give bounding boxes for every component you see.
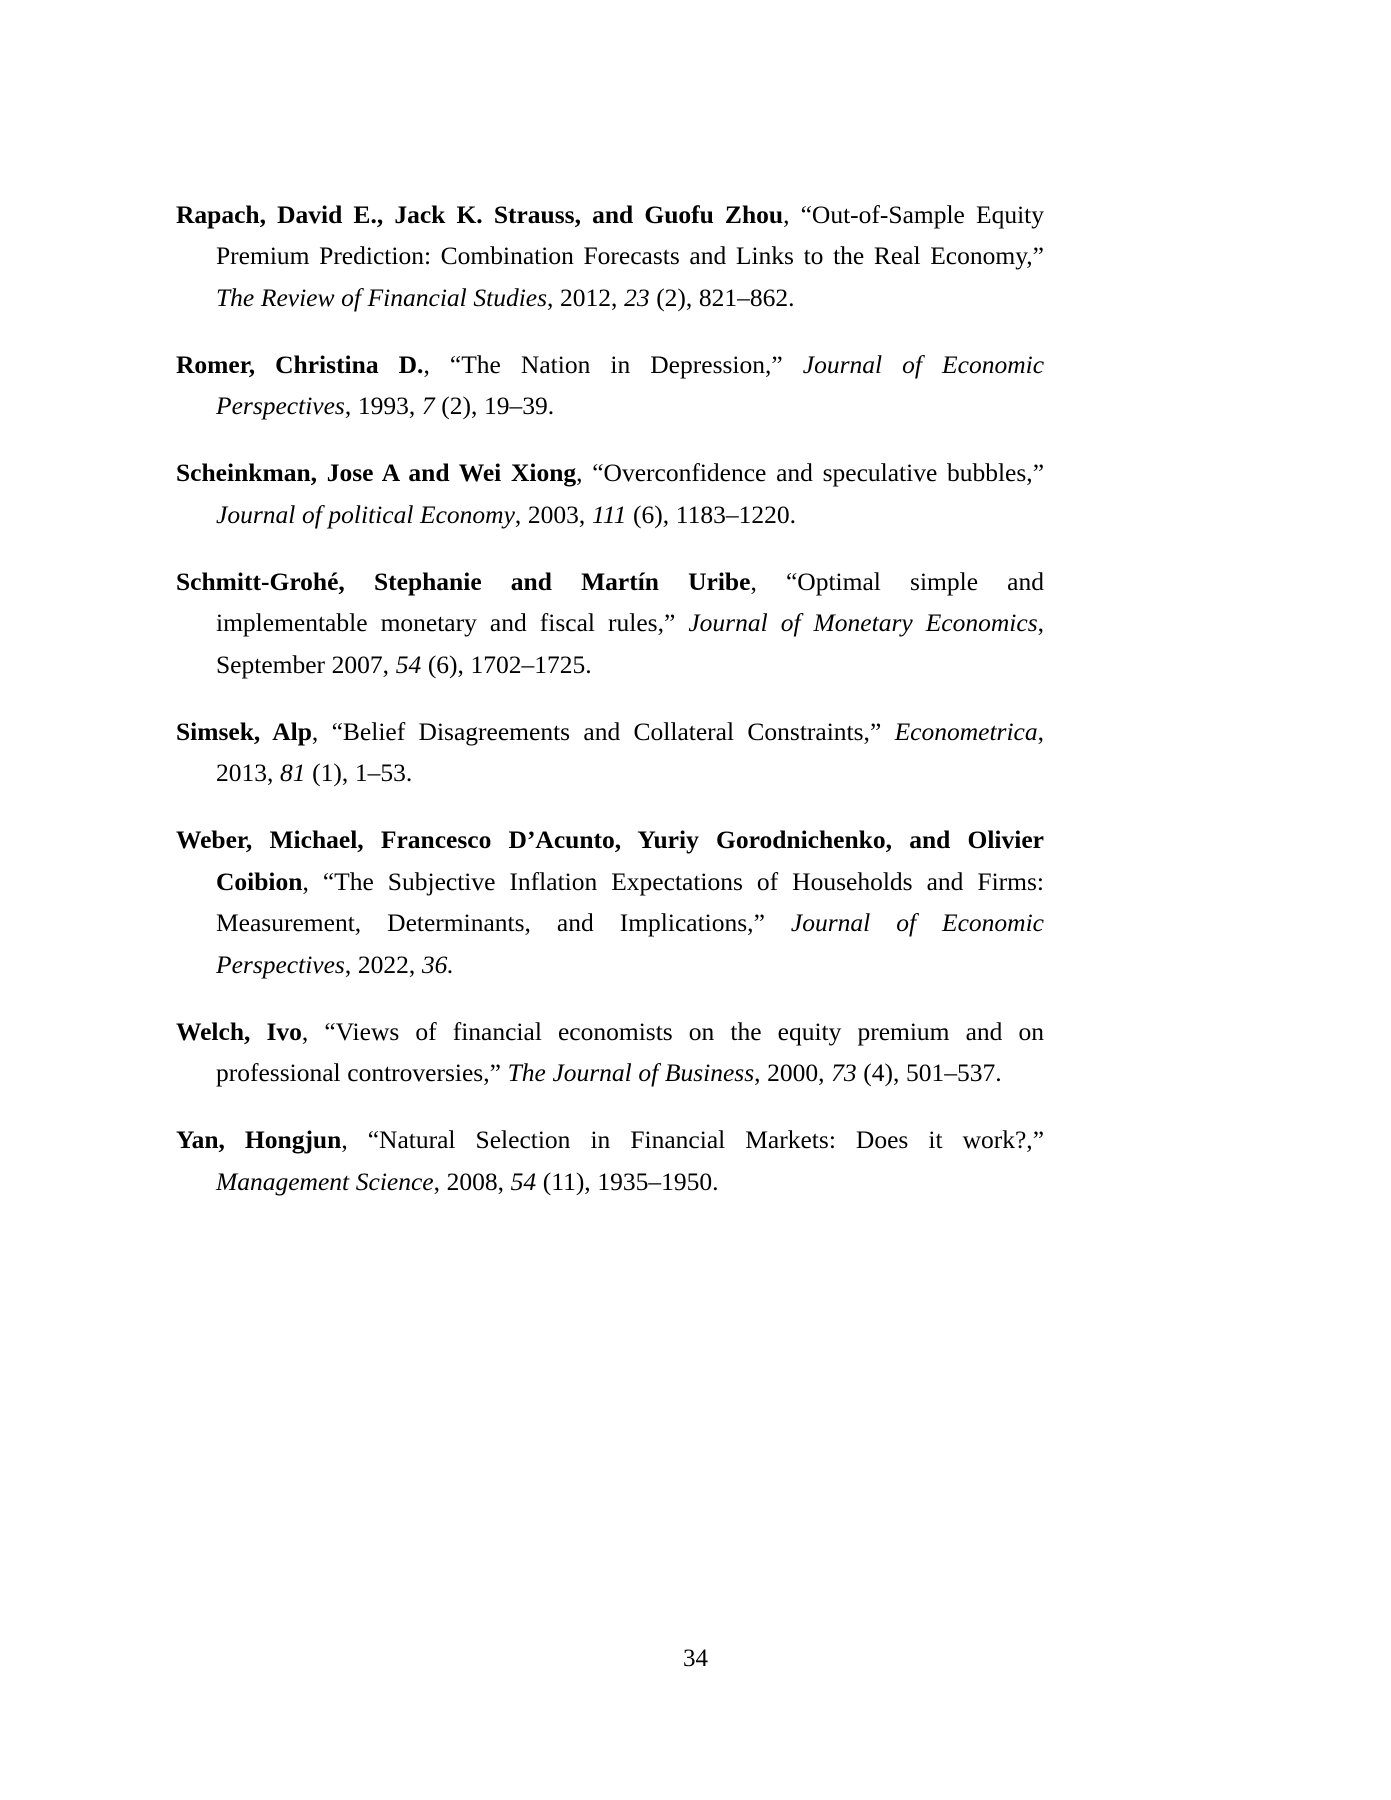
- reference-pages: (11), 1935–1950.: [536, 1166, 719, 1196]
- reference-separator: , “: [311, 716, 343, 746]
- reference-separator: , “: [301, 1016, 336, 1046]
- reference-entry: [176, 194, 1044, 319]
- reference-entry: [176, 1119, 1044, 1202]
- reference-separator-end: ”: [869, 716, 895, 746]
- reference-separator: , “: [576, 458, 604, 487]
- reference-journal: Management Science: [216, 1166, 434, 1196]
- reference-year: , September 2007,: [216, 608, 1044, 679]
- reference-separator-end: ”: [1032, 1125, 1045, 1154]
- reference-separator: , “: [750, 566, 798, 596]
- page-number: 34: [683, 1645, 708, 1672]
- reference-journal: The Review of Financial Studies: [216, 282, 548, 312]
- reference-title: The Subjective Inflation Expectations of Households and Firms: Measurement, Determinants, and Implications,: [216, 866, 1044, 937]
- reference-journal: Journal of Economic Perspectives: [216, 349, 1045, 420]
- reference-year: , 2013,: [216, 716, 1044, 787]
- reference-authors: Romer, Christina D.: [176, 349, 424, 379]
- reference-separator-end: ”: [771, 349, 803, 379]
- reference-pages: (2), 821–862.: [649, 282, 795, 312]
- reference-volume: 54: [395, 649, 422, 679]
- reference-journal: Journal of political Economy: [216, 499, 515, 529]
- reference-volume: 36.: [421, 949, 454, 979]
- reference-journal: Journal of Monetary Economics: [688, 608, 1038, 637]
- reference-separator-end: ”: [663, 608, 689, 637]
- reference-pages: (4), 501–537.: [856, 1058, 1002, 1087]
- reference-pages: (6), 1183–1220.: [626, 499, 796, 529]
- reference-separator: , “: [302, 866, 335, 896]
- reference-separator: , “: [783, 199, 812, 229]
- reference-journal: Econometrica: [894, 716, 1038, 746]
- reference-authors: Simsek, Alp: [176, 716, 312, 746]
- reference-year: , 1993,: [344, 391, 422, 420]
- reference-separator: , “: [341, 1125, 380, 1154]
- reference-volume: 81: [280, 758, 306, 787]
- reference-title: Out-of-Sample Equity Premium Prediction: Combination Forecasts and Links to the Real Economy,: [216, 199, 1045, 270]
- reference-authors: Welch, Ivo: [176, 1016, 302, 1046]
- reference-entry: [176, 561, 1044, 686]
- reference-entry: [176, 452, 1044, 535]
- reference-year: , 2012,: [547, 282, 625, 312]
- reference-entry: [176, 1011, 1044, 1094]
- reference-separator-end: ”: [1032, 241, 1044, 270]
- reference-volume: 54: [510, 1166, 537, 1196]
- reference-authors: Yan, Hongjun: [176, 1125, 342, 1154]
- reference-separator-end: ”: [753, 908, 791, 937]
- reference-separator-end: ”: [1032, 458, 1045, 487]
- reference-volume: 111: [591, 499, 627, 529]
- references-list: [176, 168, 1044, 1202]
- reference-authors: Scheinkman, Jose A and Wei Xiong: [176, 458, 577, 487]
- reference-volume: 73: [831, 1058, 857, 1087]
- reference-journal: Journal of Economic Perspectives: [216, 908, 1045, 979]
- reference-pages: (2), 19–39.: [434, 391, 555, 420]
- reference-journal: The Journal of Business: [507, 1058, 755, 1087]
- reference-authors: Schmitt-Grohé, Stephanie and Martín Uribe: [176, 566, 751, 596]
- reference-title: Belief Disagreements and Collateral Constraints,: [342, 716, 870, 746]
- reference-title: Natural Selection in Financial Markets: Does it work?,: [379, 1125, 1033, 1154]
- reference-entry: [176, 711, 1044, 794]
- reference-title: Overconfidence and speculative bubbles,: [603, 458, 1033, 487]
- reference-title: Views of financial economists on the equity premium and on professional controversies,: [216, 1016, 1044, 1087]
- reference-year: , 2008,: [433, 1166, 511, 1196]
- reference-title: Optimal simple and implementable monetary and fiscal rules,: [216, 566, 1044, 637]
- reference-pages: (1), 1–53.: [305, 758, 413, 787]
- reference-title: The Nation in Depression,: [461, 349, 772, 379]
- reference-entry: [176, 819, 1044, 985]
- reference-separator: , “: [423, 349, 462, 379]
- reference-entry: [176, 344, 1044, 427]
- reference-separator-end: ”: [489, 1058, 508, 1087]
- reference-volume: 23: [624, 282, 650, 312]
- reference-authors: Weber, Michael, Francesco D’Acunto, Yuriy Gorodnichenko, and Olivier Coibion: [176, 825, 1044, 896]
- reference-volume: 7: [421, 391, 435, 420]
- reference-authors: Rapach, David E., Jack K. Strauss, and Guofu Zhou: [176, 199, 784, 229]
- reference-pages: (6), 1702–1725.: [421, 649, 592, 679]
- reference-year: , 2000,: [754, 1058, 832, 1087]
- reference-year: , 2022,: [344, 949, 422, 979]
- reference-year: , 2003,: [514, 499, 592, 529]
